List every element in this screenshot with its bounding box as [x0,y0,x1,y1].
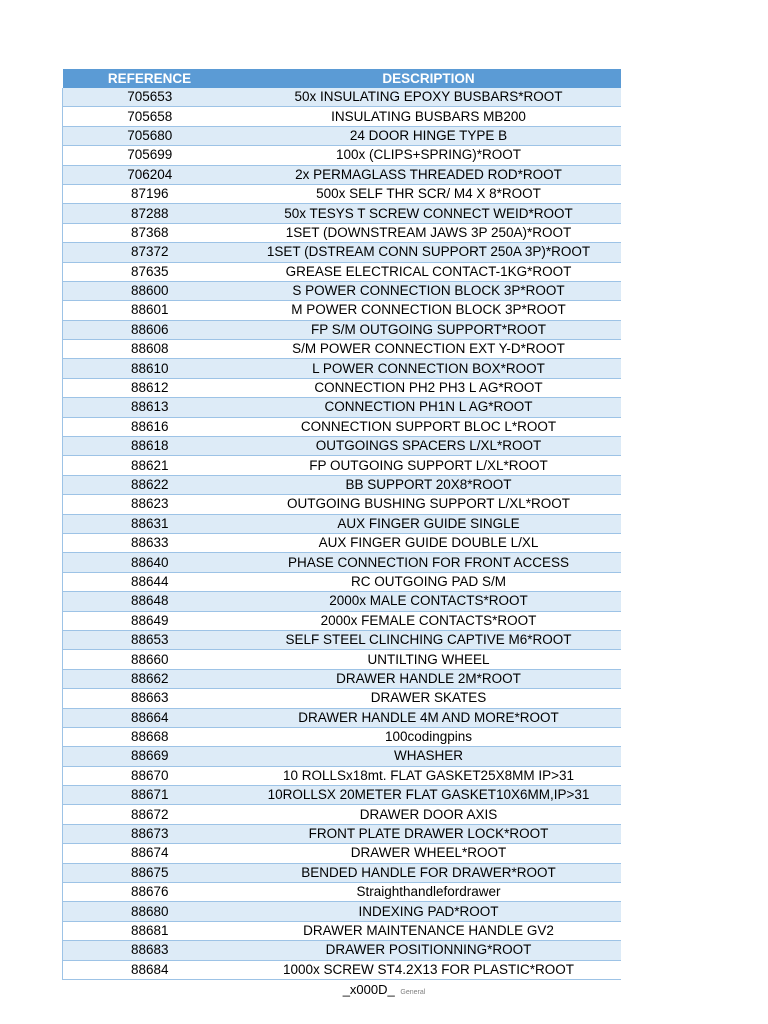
description-cell: 2000x FEMALE CONTACTS*ROOT [237,611,621,630]
table-row [63,941,621,960]
description-cell: GREASE ELECTRICAL CONTACT-1KG*ROOT [237,262,621,281]
reference-cell: 88612 [63,378,237,397]
reference-cell: 88684 [63,960,237,979]
description-cell: FP S/M OUTGOING SUPPORT*ROOT [237,320,621,339]
reference-cell: 88640 [63,553,237,572]
reference-cell: 88672 [63,805,237,824]
description-cell: S/M POWER CONNECTION EXT Y-D*ROOT [237,340,621,359]
reference-cell: 705699 [63,146,237,165]
table-row [63,747,621,766]
table-row [63,243,621,262]
description-cell: Straighthandlefordrawer [237,883,621,902]
reference-cell: 88649 [63,611,237,630]
table-row [63,165,621,184]
table-row [63,417,621,436]
description-cell: 2000x MALE CONTACTS*ROOT [237,592,621,611]
reference-cell: 88653 [63,630,237,649]
description-cell: 500x SELF THR SCR/ M4 X 8*ROOT [237,184,621,203]
description-cell: FRONT PLATE DRAWER LOCK*ROOT [237,824,621,843]
table-row [63,902,621,921]
reference-cell: 88601 [63,301,237,320]
description-cell: OUTGOINGS SPACERS L/XL*ROOT [237,437,621,456]
table-row [63,398,621,417]
table-row [63,592,621,611]
table-row [63,630,621,649]
description-cell: 1SET (DSTREAM CONN SUPPORT 250A 3P)*ROOT [237,243,621,262]
reference-cell: 88606 [63,320,237,339]
table-row [63,572,621,591]
header-reference: REFERENCE [63,69,237,88]
classification-label: General [400,989,426,996]
header-description: DESCRIPTION [237,69,621,88]
table-row [63,359,621,378]
table-row [63,320,621,339]
reference-cell: 705680 [63,126,237,145]
table-row [63,960,621,979]
table-row [63,824,621,843]
reference-cell: 705653 [63,88,237,107]
reference-cell: 88631 [63,514,237,533]
reference-cell: 88608 [63,340,237,359]
reference-cell: 88623 [63,495,237,514]
description-cell: 100codingpins [237,727,621,746]
description-cell: SELF STEEL CLINCHING CAPTIVE M6*ROOT [237,630,621,649]
description-cell: 1SET (DOWNSTREAM JAWS 3P 250A)*ROOT [237,223,621,242]
table-row [63,184,621,203]
description-cell: 10ROLLSX 20METER FLAT GASKET10X6MM,IP>31 [237,786,621,805]
description-cell: L POWER CONNECTION BOX*ROOT [237,359,621,378]
reference-cell: 88675 [63,863,237,882]
description-cell: CONNECTION SUPPORT BLOC L*ROOT [237,417,621,436]
table-row [63,805,621,824]
reference-cell: 87372 [63,243,237,262]
table-row [63,844,621,863]
description-cell: CONNECTION PH2 PH3 L AG*ROOT [237,378,621,397]
table-row [63,223,621,242]
table-row [63,863,621,882]
description-cell: WHASHER [237,747,621,766]
description-cell: 50x TESYS T SCREW CONNECT WEID*ROOT [237,204,621,223]
table-row [63,514,621,533]
reference-cell: 87635 [63,262,237,281]
table-row [63,883,621,902]
table-row [63,727,621,746]
table-row [63,650,621,669]
table-row [63,766,621,785]
reference-cell: 88681 [63,921,237,940]
description-cell: UNTILTING WHEEL [237,650,621,669]
reference-cell: 88610 [63,359,237,378]
reference-cell: 88622 [63,475,237,494]
description-cell: RC OUTGOING PAD S/M [237,572,621,591]
reference-cell: 88648 [63,592,237,611]
table-body [63,88,621,979]
reference-cell: 88633 [63,533,237,552]
description-cell: DRAWER MAINTENANCE HANDLE GV2 [237,921,621,940]
reference-cell: 87288 [63,204,237,223]
table-header [63,69,621,88]
reference-cell: 705658 [63,107,237,126]
reference-cell: 88673 [63,824,237,843]
description-cell: INDEXING PAD*ROOT [237,902,621,921]
reference-cell: 706204 [63,165,237,184]
reference-cell: 88618 [63,437,237,456]
page-footer [0,982,768,997]
table-row [63,126,621,145]
description-cell: INSULATING BUSBARS MB200 [237,107,621,126]
description-cell: 10 ROLLSx18mt. FLAT GASKET25X8MM IP>31 [237,766,621,785]
reference-cell: 88674 [63,844,237,863]
description-cell: S POWER CONNECTION BLOCK 3P*ROOT [237,281,621,300]
table-row [63,88,621,107]
reference-cell: 88664 [63,708,237,727]
reference-cell: 88676 [63,883,237,902]
description-cell: 50x INSULATING EPOXY BUSBARS*ROOT [237,88,621,107]
table-row [63,437,621,456]
table-row [63,340,621,359]
description-cell: BB SUPPORT 20X8*ROOT [237,475,621,494]
reference-cell: 88663 [63,689,237,708]
description-cell: AUX FINGER GUIDE SINGLE [237,514,621,533]
table-row [63,495,621,514]
reference-cell: 87368 [63,223,237,242]
description-cell: AUX FINGER GUIDE DOUBLE L/XL [237,533,621,552]
description-cell: DRAWER POSITIONNING*ROOT [237,941,621,960]
reference-cell: 88613 [63,398,237,417]
table-row [63,301,621,320]
reference-cell: 88671 [63,786,237,805]
table-row [63,611,621,630]
table-row [63,378,621,397]
table-row [63,281,621,300]
reference-cell: 88683 [63,941,237,960]
description-cell: M POWER CONNECTION BLOCK 3P*ROOT [237,301,621,320]
table-row [63,204,621,223]
description-cell: BENDED HANDLE FOR DRAWER*ROOT [237,863,621,882]
table-row [63,553,621,572]
table-row [63,533,621,552]
header-row [63,69,621,88]
table-row [63,146,621,165]
description-cell: 1000x SCREW ST4.2X13 FOR PLASTIC*ROOT [237,960,621,979]
description-cell: DRAWER HANDLE 4M AND MORE*ROOT [237,708,621,727]
table-row [63,708,621,727]
table-row [63,921,621,940]
reference-cell: 88680 [63,902,237,921]
reference-cell: 88669 [63,747,237,766]
parts-table-container [62,69,620,980]
table-row [63,786,621,805]
reference-cell: 88662 [63,669,237,688]
description-cell: DRAWER WHEEL*ROOT [237,844,621,863]
reference-cell: 88621 [63,456,237,475]
parts-table [62,69,621,980]
description-cell: CONNECTION PH1N L AG*ROOT [237,398,621,417]
reference-cell: 88668 [63,727,237,746]
reference-cell: 87196 [63,184,237,203]
reference-cell: 88616 [63,417,237,436]
description-cell: 24 DOOR HINGE TYPE B [237,126,621,145]
table-row [63,689,621,708]
reference-cell: 88660 [63,650,237,669]
footer-text: _x000D_ [342,982,395,997]
table-row [63,262,621,281]
reference-cell: 88670 [63,766,237,785]
description-cell: DRAWER SKATES [237,689,621,708]
table-row [63,475,621,494]
description-cell: 2x PERMAGLASS THREADED ROD*ROOT [237,165,621,184]
description-cell: 100x (CLIPS+SPRING)*ROOT [237,146,621,165]
table-row [63,669,621,688]
table-row [63,456,621,475]
reference-cell: 88600 [63,281,237,300]
description-cell: FP OUTGOING SUPPORT L/XL*ROOT [237,456,621,475]
description-cell: PHASE CONNECTION FOR FRONT ACCESS [237,553,621,572]
table-row [63,107,621,126]
description-cell: DRAWER HANDLE 2M*ROOT [237,669,621,688]
description-cell: DRAWER DOOR AXIS [237,805,621,824]
description-cell: OUTGOING BUSHING SUPPORT L/XL*ROOT [237,495,621,514]
reference-cell: 88644 [63,572,237,591]
